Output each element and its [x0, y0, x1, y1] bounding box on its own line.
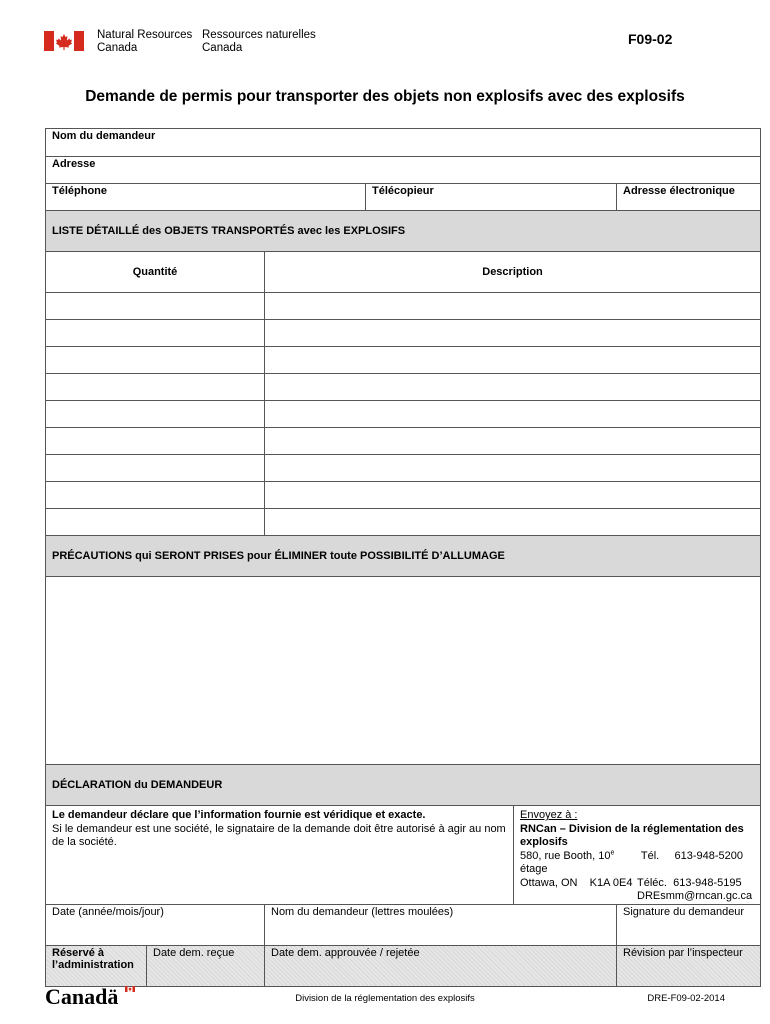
fax-label: Télécopieur [372, 185, 434, 197]
department-name-en [97, 29, 192, 55]
dept-en-line2: Canada [97, 42, 138, 54]
declaration-statement [46, 806, 514, 905]
form-number: F09-02 [628, 31, 673, 47]
inspector-review-label: Révision par l’inspecteur [623, 946, 743, 959]
admin-reserved-label: Réservé à l’administration [52, 946, 134, 971]
quantity-column-header [46, 252, 265, 293]
quantity-cell[interactable] [46, 401, 265, 428]
application-form [45, 128, 761, 987]
description-column-header [265, 252, 761, 293]
dept-fr-line1: Ressources naturelles [202, 29, 316, 41]
precautions-section-heading [46, 536, 761, 577]
items-section-heading [46, 211, 761, 252]
send-to-city: Ottawa, ON K1A 0E4 [520, 876, 633, 889]
precautions-heading-text: PRÉCAUTIONS qui SERONT PRISES pour ÉLIMINER toute POSSIBILITÉ D’ALLUMAGE [52, 550, 505, 562]
fax-field[interactable] [366, 184, 617, 211]
date-received-cell [147, 945, 265, 986]
wordmark-flag-icon [125, 986, 135, 992]
description-header-text: Description [482, 266, 543, 278]
send-to-block [514, 806, 761, 905]
street-text: 580, rue Booth, 10 [520, 849, 611, 862]
description-cell[interactable] [265, 320, 761, 347]
quantity-cell[interactable] [46, 293, 265, 320]
table-row [46, 374, 761, 401]
applicant-print-name-field[interactable] [265, 904, 617, 945]
table-row [46, 401, 761, 428]
inspector-review-cell [617, 945, 761, 986]
description-cell[interactable] [265, 509, 761, 536]
declaration-statement-normal: Si le demandeur est une société, le signataire de la demande doit être autorisé à agir au nom de la société. [52, 822, 506, 848]
send-to-street [520, 850, 641, 877]
table-row [46, 509, 761, 536]
send-to-phone: Tél. 613-948-5200 [640, 849, 744, 862]
items-heading-text: LISTE DÉTAILLÉ des OBJETS TRANSPORTÉS avec les EXPLOSIFS [52, 225, 406, 237]
dept-fr-line2: Canada [202, 42, 243, 54]
description-cell[interactable] [265, 347, 761, 374]
table-row [46, 293, 761, 320]
table-row [46, 320, 761, 347]
send-to-organization: RNCan – Division de la réglementation des explosifs [520, 822, 744, 848]
page-title: Demande de permis pour transporter des objets non explosifs avec des explosifs [85, 88, 685, 105]
footer-form-code: DRE-F09-02-2014 [647, 993, 725, 1004]
admin-reserved-cell [46, 945, 147, 986]
table-row [46, 347, 761, 374]
date-label: Date (année/mois/jour) [52, 905, 164, 918]
department-name-fr [202, 29, 316, 55]
quantity-cell[interactable] [46, 482, 265, 509]
quantity-cell[interactable] [46, 347, 265, 374]
description-cell[interactable] [265, 428, 761, 455]
applicant-name-label: Nom du demandeur [52, 130, 156, 142]
footer-division: Division de la réglementation des explosifs [295, 993, 475, 1004]
date-approved-cell [265, 945, 617, 986]
print-name-label: Nom du demandeur (lettres moulées) [271, 905, 454, 918]
applicant-name-field[interactable] [46, 129, 761, 157]
send-to-label: Envoyez à : [520, 809, 578, 821]
description-cell[interactable] [265, 401, 761, 428]
declaration-statement-bold: Le demandeur déclare que l’information fournie est véridique et exacte. [52, 809, 426, 821]
date-received-label: Date dem. reçue [153, 946, 235, 959]
quantity-cell[interactable] [46, 455, 265, 482]
quantity-cell[interactable] [46, 509, 265, 536]
date-field[interactable] [46, 904, 265, 945]
table-row [46, 455, 761, 482]
address-field[interactable] [46, 157, 761, 184]
description-cell[interactable] [265, 455, 761, 482]
email-field[interactable] [617, 184, 761, 211]
signature-field[interactable] [617, 904, 761, 945]
quantity-header-text: Quantité [132, 266, 178, 278]
send-to-fax: Téléc. 613-948-5195 [637, 876, 742, 889]
quantity-cell[interactable] [46, 374, 265, 401]
send-to-email[interactable]: DREsmm@rncan.gc.ca [637, 890, 753, 902]
canada-flag-icon [44, 31, 84, 51]
email-label: Adresse électronique [623, 185, 735, 197]
phone-label: Téléphone [52, 185, 108, 197]
description-cell[interactable] [265, 374, 761, 401]
declaration-section-heading [46, 765, 761, 806]
canada-wordmark: Canadä [45, 984, 119, 1009]
table-row [46, 482, 761, 509]
description-cell[interactable] [265, 293, 761, 320]
quantity-cell[interactable] [46, 320, 265, 347]
signature-label: Signature du demandeur [623, 905, 745, 918]
quantity-cell[interactable] [46, 428, 265, 455]
street-suffix: étage [520, 863, 548, 875]
precautions-textarea[interactable] [46, 577, 761, 765]
address-label: Adresse [52, 158, 96, 170]
date-approved-label: Date dem. approuvée / rejetée [271, 946, 420, 959]
declaration-heading-text: DÉCLARATION du DEMANDEUR [52, 779, 223, 791]
description-cell[interactable] [265, 482, 761, 509]
table-row [46, 428, 761, 455]
dept-en-line1: Natural Resources [97, 29, 193, 41]
street-superscript: e [610, 848, 615, 856]
phone-field[interactable] [46, 184, 366, 211]
